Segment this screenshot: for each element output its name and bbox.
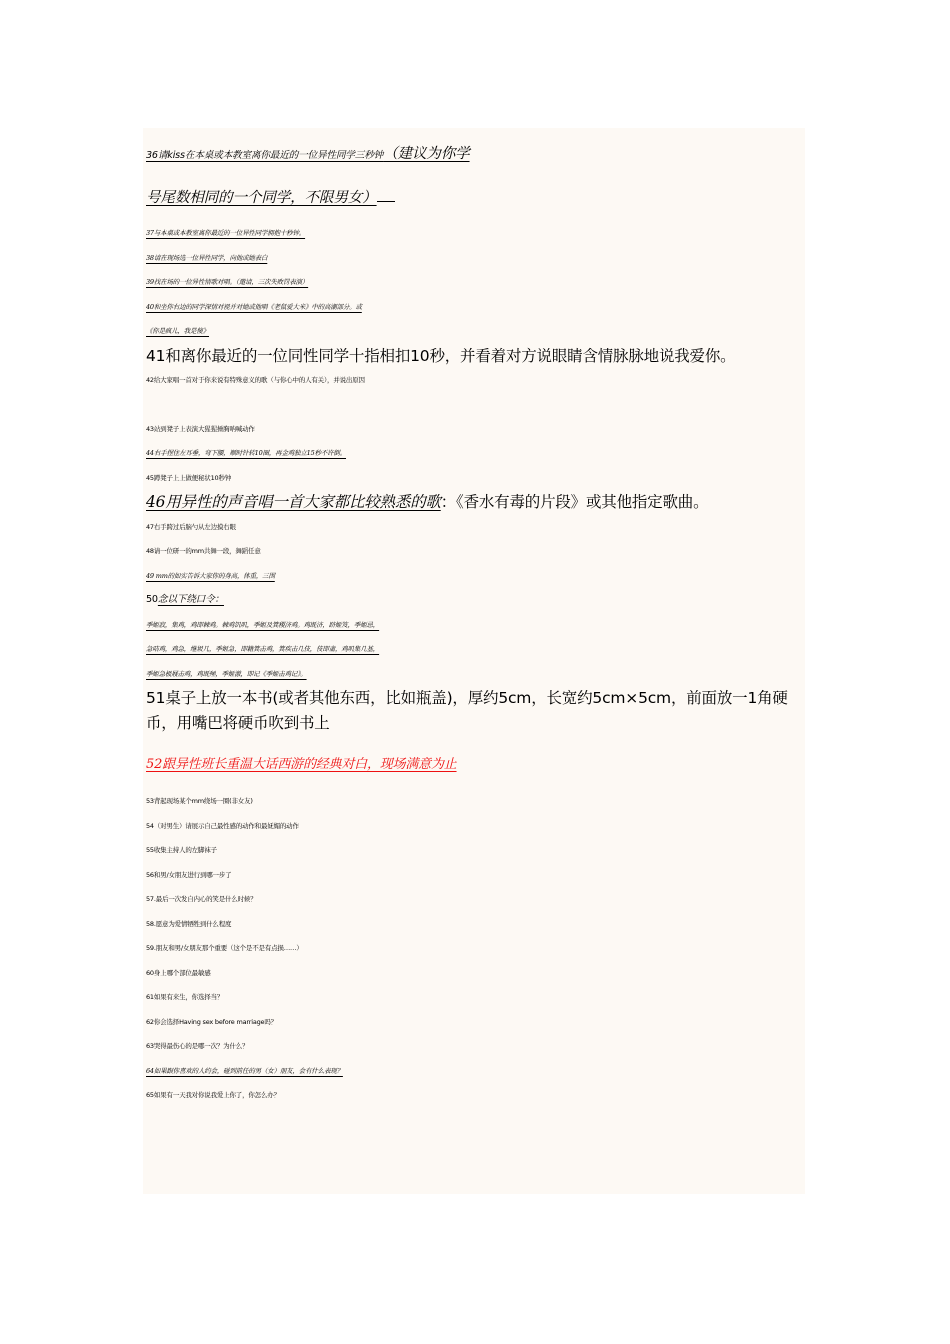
item-63: 63哭得最伤心的是哪一次？为什么？	[146, 1042, 249, 1050]
item-40: 40和坐你右边的同学深情对视并对她或他唱《老鼠爱大米》中的高潮部分。或	[146, 302, 362, 311]
item-53: 53背起现场某个mm绕场一圈(非女友)	[146, 797, 253, 805]
item-59: 59.朋友和男/女朋友那个重要（这个是不是有点损……）	[146, 944, 303, 952]
item-52-highlight: 52跟异性班长重温大话西游的经典对白，现场满意为止	[146, 757, 457, 772]
item-45: 45蹲凳子上上做便秘状10秒钟	[146, 473, 232, 482]
item-50-number: 50	[146, 594, 158, 605]
item-36-cont	[146, 175, 808, 221]
tongue-twister-line-3: 季姬急极屐击鸡，鸡既殛，季姬激，即记《季姬击鸡记》。	[146, 669, 307, 678]
item-36-note-cont: 号尾数相同的一个同学，不限男女）	[146, 189, 377, 206]
item-51: 51桌子上放一本书(或者其他东西，比如瓶盖)，厚约5cm，长宽约5cm×5cm，前面放一1角硬币，用嘴巴将硬币吹到书上	[146, 689, 788, 732]
item-50	[146, 588, 808, 613]
item-41: 41和离你最近的一位同性同学十指相扣10秒，并看着对方说眼睛含情脉脉地说我爱你。	[146, 346, 736, 365]
item-36-note: （建议为你学	[383, 145, 470, 162]
tongue-twister-line-1: 季姬寂，集鸡，鸡即棘鸡。棘鸡饥叽，季姬及箕稷济鸡。鸡既济，跻姬笈，季姬忌，	[146, 620, 380, 629]
item-57: 57.最后一次发自内心的笑是什么时候？	[146, 895, 257, 903]
item-42: 42给大家唱一首对于你来说有特殊意义的歌（与你心中的人有关），并说出原因	[146, 376, 365, 384]
item-50-text: 念以下绕口令：	[157, 594, 224, 605]
item-60: 60身上哪个部位最敏感	[146, 968, 211, 977]
item-55: 55收集主持人的左脚袜子	[146, 846, 217, 854]
item-54: 54（对男生）请展示自己最性感的动作和最妩媚的动作	[146, 821, 299, 830]
item-58: 58.愿意为爱情牺牲到什么程度	[146, 919, 232, 928]
underline-tail	[377, 200, 395, 202]
item-47: 47右手跨过后脑勺从左边摸右眼	[146, 522, 236, 531]
item-46	[146, 490, 808, 515]
item-64: 64如果跟你喜欢的人约会，碰到前任的男（女）朋友，会有什么表现？	[146, 1066, 343, 1075]
item-43: 43站到凳子上表演大猩猩捶胸呐喊动作	[146, 424, 255, 433]
item-36	[146, 131, 808, 179]
item-37: 37与本桌或本教室离你最近的一位异性同学拥抱十秒钟。	[146, 229, 306, 237]
item-39: 39找在场的一位异性情歌对唱。（邀请，三次失败罚表演）	[146, 278, 309, 286]
item-46-text: 46用异性的声音唱一首大家都比较熟悉的歌	[146, 493, 441, 511]
blank-line	[146, 393, 808, 417]
item-38: 38请在现场选一位异性同学，向他或她表白	[146, 253, 268, 262]
item-61: 61如果有来生，你选择当？	[146, 993, 224, 1001]
item-48: 48请一位研一的mm共舞一段，舞蹈任意	[146, 547, 261, 555]
tongue-twister-line-2: 急咭鸡，鸡急，继圾几，季姬急，即籍箕击鸡，箕疾击几伎，伎即齑，鸡叽集几基，	[146, 645, 380, 653]
item-62: 62你会选择Having sex before marriage吗？	[146, 1017, 277, 1026]
item-40-cont: 《你是疯儿，我是傻》	[146, 327, 210, 335]
item-44: 44右手捏住左耳垂，弯下腰，顺时针转10圈，再金鸡独立15秒不许倒。	[146, 449, 347, 457]
item-46-detail: ：《香水有毒的片段》或其他指定歌曲。	[440, 493, 709, 511]
item-56: 56和男/女朋友进行到哪一步了	[146, 870, 232, 879]
item-65: 65如果有一天我对你说我爱上你了，你怎么办？	[146, 1091, 280, 1099]
document-body	[146, 131, 808, 1108]
item-49: 49 mm的如实告诉大家你的身高，体重，三围	[146, 571, 275, 580]
item-36-text: 36请kiss在本桌或本教室离你最近的一位异性同学三秒钟	[146, 150, 384, 161]
